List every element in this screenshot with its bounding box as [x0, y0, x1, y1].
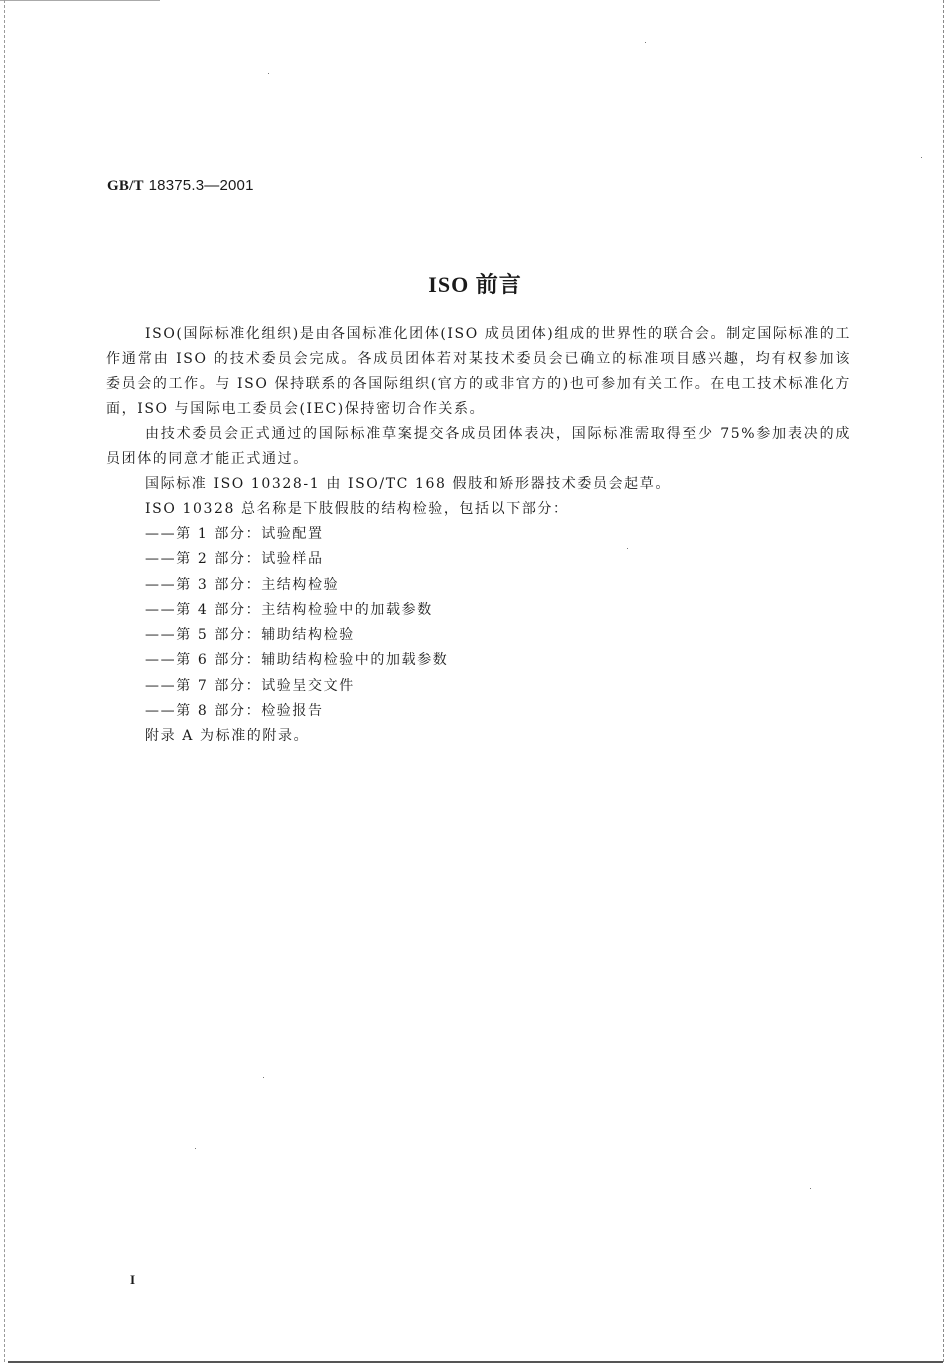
- document-body: [106, 322, 851, 749]
- page-title: ISO 前言: [428, 272, 522, 297]
- paragraph-appendix-note: 附录 A 为标准的附录。: [145, 728, 310, 745]
- scan-speck: [810, 1188, 811, 1189]
- paragraph-voting: 由技术委员会正式通过的国际标准草案提交各成员团体表决，国际标准需取得至少 75%参加表决的成员团体的同意才能正式通过。: [106, 426, 851, 467]
- list-item-part-6: ——第 6 部分：辅助结构检验中的加载参数: [145, 652, 449, 669]
- list-item-part-1: ——第 1 部分：试验配置: [145, 526, 324, 542]
- list-item-part-7: ——第 7 部分：试验呈交文件: [145, 677, 355, 694]
- document-code-prefix: GB/T: [107, 178, 144, 194]
- list-item-part-5: ——第 5 部分：辅助结构检验: [145, 627, 355, 644]
- page-number: I: [130, 1272, 136, 1287]
- scan-speck: [268, 73, 269, 74]
- scan-edge-top: [0, 0, 160, 1]
- document-code: [107, 176, 254, 195]
- scan-edge-left: [4, 0, 5, 1362]
- list-item-part-3: ——第 3 部分：主结构检验: [145, 576, 340, 593]
- list-item-part-8: ——第 8 部分：检验报告: [145, 703, 324, 720]
- paragraph-parts-intro: ISO 10328 总名称是下肢假肢的结构检验，包括以下部分：: [145, 501, 569, 517]
- scan-speck: [921, 157, 922, 158]
- scan-speck: [195, 1148, 196, 1149]
- scan-speck: [645, 42, 646, 43]
- scan-edge-bottom: [8, 1361, 943, 1363]
- paragraph-iso-intro: ISO(国际标准化组织)是由各国标准化团体(ISO 成员团体)组成的世界性的联合会。制定国际标准的工作通常由 ISO 的技术委员会完成。各成员团体若对某技术委员会已确立的标准项目感兴趣，均有权参加该委员会的工作。与 ISO 保持联系的各国际组织(官方的或非官方的)也可参加有关工作。在电工技术标准化方面，ISO 与国际电工委员会(IEC)保持密切合作关系。: [106, 326, 851, 417]
- document-code-number: 18375.3—2001: [148, 177, 254, 194]
- list-item-part-2: ——第 2 部分：试验样品: [145, 551, 324, 568]
- paragraph-drafting: 国际标准 ISO 10328-1 由 ISO/TC 168 假肢和矫形器技术委员会起草。: [145, 476, 671, 492]
- scan-speck: [263, 1077, 264, 1078]
- scan-edge-right: [943, 0, 944, 1362]
- list-item-part-4: ——第 4 部分：主结构检验中的加载参数: [145, 601, 433, 618]
